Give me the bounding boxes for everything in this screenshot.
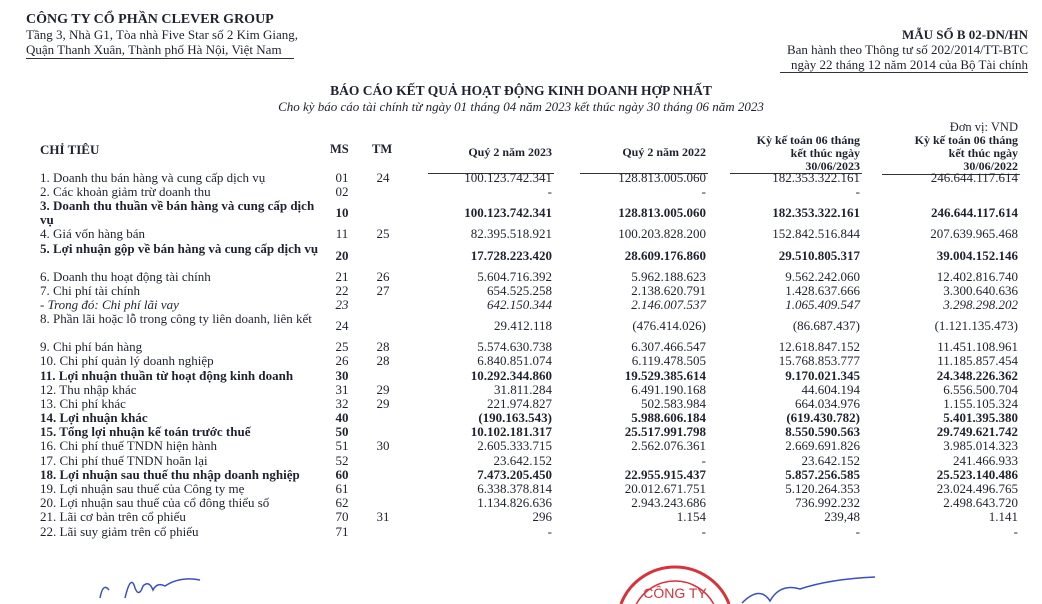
row-label: 12. Thu nhập khác: [40, 381, 137, 397]
value-ytd-2023: (86.687.437): [792, 318, 860, 334]
value-q2-2022: 128.813.005.060: [618, 205, 706, 221]
value-ytd-2023: 182.353.322.161: [772, 170, 860, 185]
value-q2-2022: 2.562.076.361: [631, 438, 706, 454]
row-ms: 40: [335, 410, 349, 426]
value-q2-2023: 10.102.181.317: [470, 424, 552, 440]
unit-label: Đơn vị: VND: [949, 120, 1018, 134]
row-ms: 24: [335, 318, 349, 334]
table-row: [0, 383, 1042, 397]
value-ytd-2022: 2.498.643.720: [943, 495, 1018, 511]
col-header-line: kết thúc ngày: [948, 146, 1018, 160]
table-row: [0, 242, 1042, 270]
value-ytd-2023: 5.120.264.353: [785, 481, 860, 496]
row-ms: 31: [335, 381, 349, 397]
form-header: [787, 27, 1028, 72]
row-label: 5. Lợi nhuận gộp về bán hàng và cung cấp dịch vụ: [40, 240, 319, 256]
value-q2-2022: -: [701, 523, 706, 539]
value-ytd-2022: 246.644.117.614: [930, 205, 1018, 221]
col-header-tm: TM: [372, 142, 393, 156]
value-ytd-2023: -: [855, 184, 860, 200]
value-ytd-2022: 24.348.226.362: [936, 367, 1018, 383]
table-row: [0, 425, 1042, 439]
value-ytd-2023: 1.065.409.547: [785, 296, 860, 312]
row-ms: 52: [335, 452, 349, 468]
value-q2-2022: -: [701, 184, 706, 200]
table-row: [0, 411, 1042, 425]
value-ytd-2023: 2.669.691.826: [785, 438, 860, 454]
value-ytd-2022: 3.300.640.636: [943, 282, 1018, 298]
value-ytd-2022: 3.985.014.323: [943, 438, 1018, 454]
row-ms: 50: [335, 424, 349, 440]
value-q2-2023: 6.338.378.814: [477, 481, 552, 496]
value-q2-2023: 100.123.742.341: [464, 205, 552, 221]
row-ms: 26: [335, 353, 349, 369]
value-ytd-2022: 23.024.496.765: [936, 481, 1018, 496]
value-ytd-2022: 39.004.152.146: [936, 247, 1018, 263]
row-label: 19. Lợi nhuận sau thuế của Công ty mẹ: [40, 481, 245, 496]
row-tm: 25: [376, 226, 390, 242]
value-ytd-2023: 1.428.637.666: [785, 282, 860, 298]
col-header-line: Kỳ kế toán 06 tháng: [756, 133, 860, 147]
row-ms: 23: [335, 296, 349, 312]
value-q2-2023: 100.123.742.341: [464, 170, 552, 185]
report-subtitle: Cho kỳ báo cáo tài chính từ ngày 01 tháng 04 năm 2023 kết thúc ngày 30 tháng 06 năm 2023: [278, 99, 764, 114]
row-ms: 62: [335, 495, 349, 511]
signature-right: [740, 575, 880, 604]
row-label: 13. Chi phí khác: [40, 395, 126, 411]
table-row: [0, 171, 1042, 185]
value-ytd-2022: 1.155.105.324: [943, 395, 1018, 411]
row-ms: 10: [335, 205, 349, 221]
value-ytd-2023: 44.604.194: [801, 381, 860, 397]
value-q2-2022: 22.955.915.437: [624, 466, 706, 482]
value-q2-2022: (476.414.026): [632, 318, 706, 334]
table-row: [0, 270, 1042, 284]
value-ytd-2022: 207.639.965.468: [930, 226, 1018, 242]
row-ms: 30: [335, 367, 349, 383]
value-q2-2022: 6.307.466.547: [631, 339, 706, 355]
row-label: 10. Chi phí quản lý doanh nghiệp: [40, 353, 214, 369]
row-label: 2. Các khoản giảm trừ doanh thu: [40, 184, 211, 200]
value-q2-2022: 6.119.478.505: [631, 353, 706, 369]
value-q2-2022: 28.609.176.860: [624, 247, 706, 263]
form-issue-2: ngày 22 tháng 12 năm 2014 của Bộ Tài chính: [791, 57, 1028, 72]
value-ytd-2023: 15.768.853.777: [778, 353, 860, 369]
col-header-line: kết thúc ngày: [790, 146, 860, 160]
value-q2-2023: 296: [532, 509, 552, 525]
value-q2-2023: 6.840.851.074: [477, 353, 552, 369]
value-ytd-2022: 1.141: [988, 509, 1018, 525]
form-issue-1: Ban hành theo Thông tư số 202/2014/TT-BTC: [786, 42, 1028, 57]
col-header-line: 30/06/2023: [805, 159, 860, 173]
row-tm: 28: [376, 353, 390, 369]
row-label: 6. Doanh thu hoạt động tài chính: [40, 268, 211, 284]
value-q2-2023: 82.395.518.921: [470, 226, 552, 242]
value-ytd-2022: 29.749.621.742: [936, 424, 1018, 440]
value-q2-2022: 19.529.385.614: [624, 367, 706, 383]
value-q2-2023: -: [547, 523, 552, 539]
value-q2-2023: -: [547, 184, 552, 200]
table-row: [0, 284, 1042, 298]
row-label: 4. Giá vốn hàng bán: [40, 226, 146, 242]
value-q2-2023: 29.412.118: [493, 318, 552, 334]
row-tm: 31: [376, 509, 390, 525]
value-q2-2022: 2.138.620.791: [631, 282, 706, 298]
report-title: BÁO CÁO KẾT QUẢ HOẠT ĐỘNG KINH DOANH HỢP NHẤT: [330, 83, 712, 98]
table-row: [0, 227, 1042, 241]
value-q2-2023: 2.605.333.715: [477, 438, 552, 454]
value-q2-2023: 642.150.344: [487, 296, 552, 312]
form-number: MẪU SỐ B 02-DN/HN: [901, 27, 1028, 42]
value-ytd-2022: 3.298.298.202: [943, 296, 1018, 312]
col-header-q2-2023: Quý 2 năm 2023: [468, 145, 552, 159]
row-ms: 51: [335, 438, 349, 454]
value-q2-2023: 31.811.284: [493, 381, 552, 397]
row-label: 14. Lợi nhuận khác: [40, 410, 148, 426]
row-ms: 21: [335, 268, 349, 284]
row-ms: 22: [335, 282, 349, 298]
row-ms: 32: [335, 395, 349, 411]
row-ms: 01: [335, 170, 349, 185]
row-ms: 70: [335, 509, 349, 525]
row-ms: 25: [335, 339, 349, 355]
value-q2-2022: 2.943.243.686: [631, 495, 706, 511]
row-label: 9. Chi phí bán hàng: [40, 339, 143, 355]
value-q2-2023: 7.473.205.450: [477, 466, 552, 482]
value-q2-2022: 100.203.828.200: [618, 226, 706, 242]
value-q2-2023: 17.728.223.420: [470, 247, 552, 263]
value-ytd-2023: 239,48: [824, 509, 860, 525]
value-ytd-2023: 12.618.847.152: [778, 339, 860, 355]
value-ytd-2023: 9.170.021.345: [785, 367, 860, 383]
table-row: [0, 185, 1042, 199]
value-ytd-2022: 11.185.857.454: [937, 353, 1018, 369]
row-ms: 71: [335, 523, 349, 539]
row-tm: 28: [376, 339, 390, 355]
col-header-line: 30/06/2022: [963, 159, 1018, 173]
company-address-2: Quận Thanh Xuân, Thành phố Hà Nội, Việt Nam: [26, 42, 282, 57]
row-ms: 60: [335, 466, 349, 482]
value-q2-2023: 1.134.826.636: [477, 495, 552, 511]
company-header: [26, 12, 298, 57]
value-q2-2022: 20.012.671.751: [624, 481, 706, 496]
table-row: [0, 199, 1042, 227]
row-label: 7. Chi phí tài chính: [40, 282, 141, 298]
value-q2-2022: -: [701, 452, 706, 468]
value-ytd-2022: 246.644.117.614: [930, 170, 1018, 185]
table-row: [0, 468, 1042, 482]
value-q2-2022: 5.988.606.184: [631, 410, 706, 426]
value-q2-2022: 5.962.188.623: [631, 268, 706, 284]
table-row: [0, 298, 1042, 312]
table-row: [0, 482, 1042, 496]
value-ytd-2023: 9.562.242.060: [785, 268, 860, 284]
divider: [26, 58, 294, 59]
col-header-ms: MS: [330, 142, 349, 156]
company-stamp: [610, 563, 740, 604]
table-row: [0, 496, 1042, 510]
row-tm: 30: [376, 438, 390, 454]
value-q2-2022: 128.813.005.060: [618, 170, 706, 185]
stamp-text: CÔNG TY: [643, 585, 707, 601]
row-label: 3. Doanh thu thuần về bán hàng và cung cấp dịch vụ: [40, 198, 315, 228]
row-tm: 26: [376, 268, 390, 284]
table-row: [0, 439, 1042, 453]
row-label: 1. Doanh thu bán hàng và cung cấp dịch vụ: [40, 170, 266, 185]
value-q2-2022: 2.146.007.537: [631, 296, 706, 312]
table-row: [0, 340, 1042, 354]
row-tm: 29: [376, 395, 390, 411]
income-statement-table: [0, 171, 1042, 539]
col-header-q2-2022: Quý 2 năm 2022: [622, 145, 706, 159]
value-ytd-2022: (1.121.135.473): [934, 318, 1018, 334]
value-q2-2023: 5.574.630.738: [477, 339, 552, 355]
value-ytd-2023: -: [855, 523, 860, 539]
row-label: 8. Phần lãi hoặc lỗ trong công ty liên doanh, liên kết: [40, 311, 312, 327]
value-q2-2023: 23.642.152: [493, 452, 552, 468]
value-q2-2022: 6.491.190.168: [631, 381, 706, 397]
row-ms: 11: [335, 226, 349, 242]
row-label: 21. Lãi cơ bản trên cổ phiếu: [40, 509, 186, 525]
table-row: [0, 510, 1042, 524]
company-address-1: Tầng 3, Nhà G1, Tòa nhà Five Star số 2 Kim Giang,: [26, 27, 298, 42]
table-row: [0, 454, 1042, 468]
value-q2-2023: 654.525.258: [487, 282, 552, 298]
value-q2-2022: 502.583.984: [641, 395, 706, 411]
row-label: 22. Lãi suy giảm trên cổ phiếu: [40, 523, 199, 539]
row-label: 20. Lợi nhuận sau thuế của cổ đông thiểu số: [40, 495, 270, 511]
col-header-line: Kỳ kế toán 06 tháng: [914, 133, 1018, 147]
row-label: - Trong đó: Chi phí lãi vay: [40, 296, 179, 312]
table-row: [0, 354, 1042, 368]
value-q2-2023: 5.604.716.392: [477, 268, 552, 284]
value-ytd-2022: -: [1013, 523, 1018, 539]
value-ytd-2022: 241.466.933: [953, 452, 1018, 468]
value-ytd-2022: 6.556.500.704: [943, 381, 1018, 397]
value-ytd-2022: 12.402.816.740: [936, 268, 1018, 284]
value-ytd-2023: 8.550.590.563: [785, 424, 860, 440]
row-label: 15. Tổng lợi nhuận kế toán trước thuế: [40, 424, 251, 440]
row-tm: 29: [376, 381, 390, 397]
signature-left: [95, 568, 205, 604]
company-name: CÔNG TY CỔ PHẦN CLEVER GROUP: [26, 12, 274, 27]
table-row: [0, 397, 1042, 411]
value-ytd-2023: 182.353.322.161: [772, 205, 860, 221]
row-ms: 20: [335, 247, 349, 263]
value-ytd-2023: 152.842.516.844: [772, 226, 860, 242]
value-ytd-2022: 25.523.140.486: [936, 466, 1018, 482]
value-ytd-2023: 29.510.805.317: [778, 247, 860, 263]
row-label: 18. Lợi nhuận sau thuế thu nhập doanh nghiệp: [40, 466, 300, 482]
row-ms: 61: [335, 481, 349, 496]
table-row: [0, 312, 1042, 340]
value-q2-2023: 221.974.827: [487, 395, 552, 411]
col-header-ytd-2022: [915, 134, 1018, 173]
row-label: 16. Chi phí thuế TNDN hiện hành: [40, 438, 218, 454]
col-header-ytd-2023: [757, 134, 860, 173]
value-ytd-2022: 11.451.108.961: [937, 339, 1018, 355]
row-tm: 24: [376, 170, 390, 185]
value-q2-2022: 25.517.991.798: [624, 424, 706, 440]
table-row: [0, 525, 1042, 539]
value-ytd-2023: (619.430.782): [786, 410, 860, 426]
table-row: [0, 369, 1042, 383]
value-ytd-2023: 5.857.256.585: [785, 466, 860, 482]
value-ytd-2023: 664.034.976: [795, 395, 860, 411]
value-q2-2023: 10.292.344.860: [470, 367, 552, 383]
value-ytd-2023: 23.642.152: [801, 452, 860, 468]
value-ytd-2023: 736.992.232: [795, 495, 860, 511]
value-ytd-2022: 5.401.395.380: [943, 410, 1018, 426]
value-q2-2023: (190.163.543): [478, 410, 552, 426]
row-ms: 02: [335, 184, 349, 200]
row-label: 17. Chi phí thuế TNDN hoãn lại: [40, 452, 208, 468]
value-q2-2022: 1.154: [676, 509, 706, 525]
row-tm: 27: [376, 282, 390, 298]
col-header-item: CHỈ TIÊU: [40, 142, 100, 157]
row-label: 11. Lợi nhuận thuần từ hoạt động kinh doanh: [40, 367, 294, 383]
divider: [780, 72, 1028, 73]
